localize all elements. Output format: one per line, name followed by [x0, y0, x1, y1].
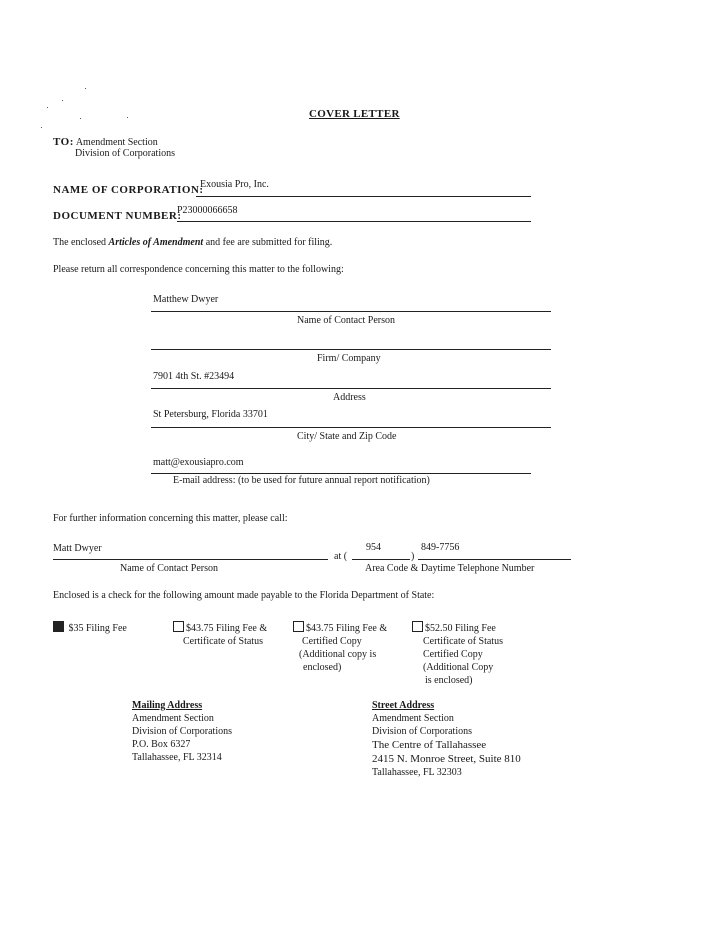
fee-line: enclosed) [303, 662, 342, 673]
scan-speck [47, 107, 48, 108]
corporation-line [196, 196, 531, 197]
street-line: Division of Corporations [372, 726, 472, 737]
city-label: City/ State and Zip Code [297, 431, 397, 442]
address-line [151, 388, 551, 389]
area-code-line [352, 559, 410, 560]
email-value[interactable]: matt@exousiapro.com [153, 457, 244, 468]
corporation-value[interactable]: Exousia Pro, Inc. [200, 179, 269, 190]
address-value[interactable]: 7901 4th St. #23494 [153, 371, 235, 382]
street-address-heading: Street Address [372, 700, 435, 711]
email-line [151, 473, 531, 474]
phone-close-paren: ) [411, 551, 415, 562]
enclosed-suffix: and fee are submitted for filing. [203, 237, 333, 248]
phone-label: Area Code & Daytime Telephone Number [365, 563, 535, 574]
fee-line: Certified Copy [302, 636, 362, 647]
phone-contact-value[interactable]: Matt Dwyer [53, 543, 102, 554]
checkbox-icon[interactable] [293, 621, 304, 632]
fee-line: $43.75 Filing Fee & [306, 623, 388, 634]
fee-line: Certificate of Status [423, 636, 503, 647]
fee-option-4375-status[interactable] [173, 621, 267, 648]
fee-option-35[interactable] [53, 621, 127, 635]
firm-line [151, 349, 551, 350]
phone-at: at ( [334, 551, 348, 562]
fee-option-4375-copy[interactable] [293, 621, 387, 674]
scan-speck [80, 118, 81, 119]
enclosed-sentence [53, 237, 332, 248]
document-label: DOCUMENT NUMBER: [53, 210, 182, 222]
corporation-label: NAME OF CORPORATION: [53, 184, 204, 196]
street-address-block [372, 699, 521, 779]
fee-line: $52.50 Filing Fee [425, 623, 496, 634]
enclosed-prefix: The enclosed [53, 237, 109, 248]
contact-name-label: Name of Contact Person [297, 315, 396, 326]
contact-name-value[interactable]: Matthew Dwyer [153, 294, 219, 305]
contact-name-line [151, 311, 551, 312]
fee-line: Certificate of Status [183, 636, 263, 647]
scan-speck [85, 88, 86, 89]
phone-contact-label: Name of Contact Person [120, 563, 219, 574]
phone-number-value[interactable]: 849-7756 [421, 542, 460, 553]
street-line: Amendment Section [372, 713, 454, 724]
to-line1: Amendment Section [75, 137, 158, 148]
mailing-line: Amendment Section [132, 713, 214, 724]
firm-label: Firm/ Company [317, 353, 381, 364]
fee-line: (Additional Copy [423, 662, 494, 673]
to-block [53, 136, 158, 148]
mailing-address-block [132, 699, 232, 764]
document-line [177, 221, 531, 222]
checked-checkbox-icon[interactable] [53, 621, 64, 632]
fee-line: Certified Copy [423, 649, 483, 660]
check-instructions: Enclosed is a check for the following amount made payable to the Florida Department of State: [53, 590, 435, 601]
to-label: TO: [53, 136, 74, 148]
email-label: E-mail address: (to be used for future annual report notification) [173, 475, 430, 486]
street-line: The Centre of Tallahassee [372, 739, 487, 751]
scan-speck [127, 117, 128, 118]
checkbox-icon[interactable] [412, 621, 423, 632]
fee-line: (Additional copy is [299, 649, 377, 660]
fee-line: is enclosed) [425, 675, 473, 686]
mailing-line: Tallahassee, FL 32314 [132, 752, 222, 763]
to-line2: Division of Corporations [75, 148, 175, 159]
scan-speck [62, 100, 63, 101]
page-title: COVER LETTER [309, 108, 400, 120]
fee-option-5250[interactable] [412, 621, 503, 687]
city-value[interactable]: St Petersburg, Florida 33701 [153, 409, 268, 420]
area-code-value[interactable]: 954 [366, 542, 381, 553]
articles-of-amendment: Articles of Amendment [108, 237, 204, 248]
phone-number-line [418, 559, 571, 560]
checkbox-icon[interactable] [173, 621, 184, 632]
fee-35-label: $35 Filing Fee [68, 623, 127, 634]
scan-speck [41, 127, 42, 128]
mailing-address-heading: Mailing Address [132, 700, 203, 711]
street-line: Tallahassee, FL 32303 [372, 767, 462, 778]
fee-line: $43.75 Filing Fee & [186, 623, 268, 634]
address-label: Address [333, 392, 366, 403]
city-line [151, 427, 551, 428]
street-line: 2415 N. Monroe Street, Suite 810 [372, 753, 521, 765]
mailing-line: P.O. Box 6327 [132, 739, 191, 750]
phone-contact-line [53, 559, 328, 560]
mailing-line: Division of Corporations [132, 726, 232, 737]
return-instructions: Please return all correspondence concerning this matter to the following: [53, 264, 344, 275]
further-info-text: For further information concerning this matter, please call: [53, 513, 288, 524]
document-value[interactable]: P23000066658 [177, 205, 238, 216]
